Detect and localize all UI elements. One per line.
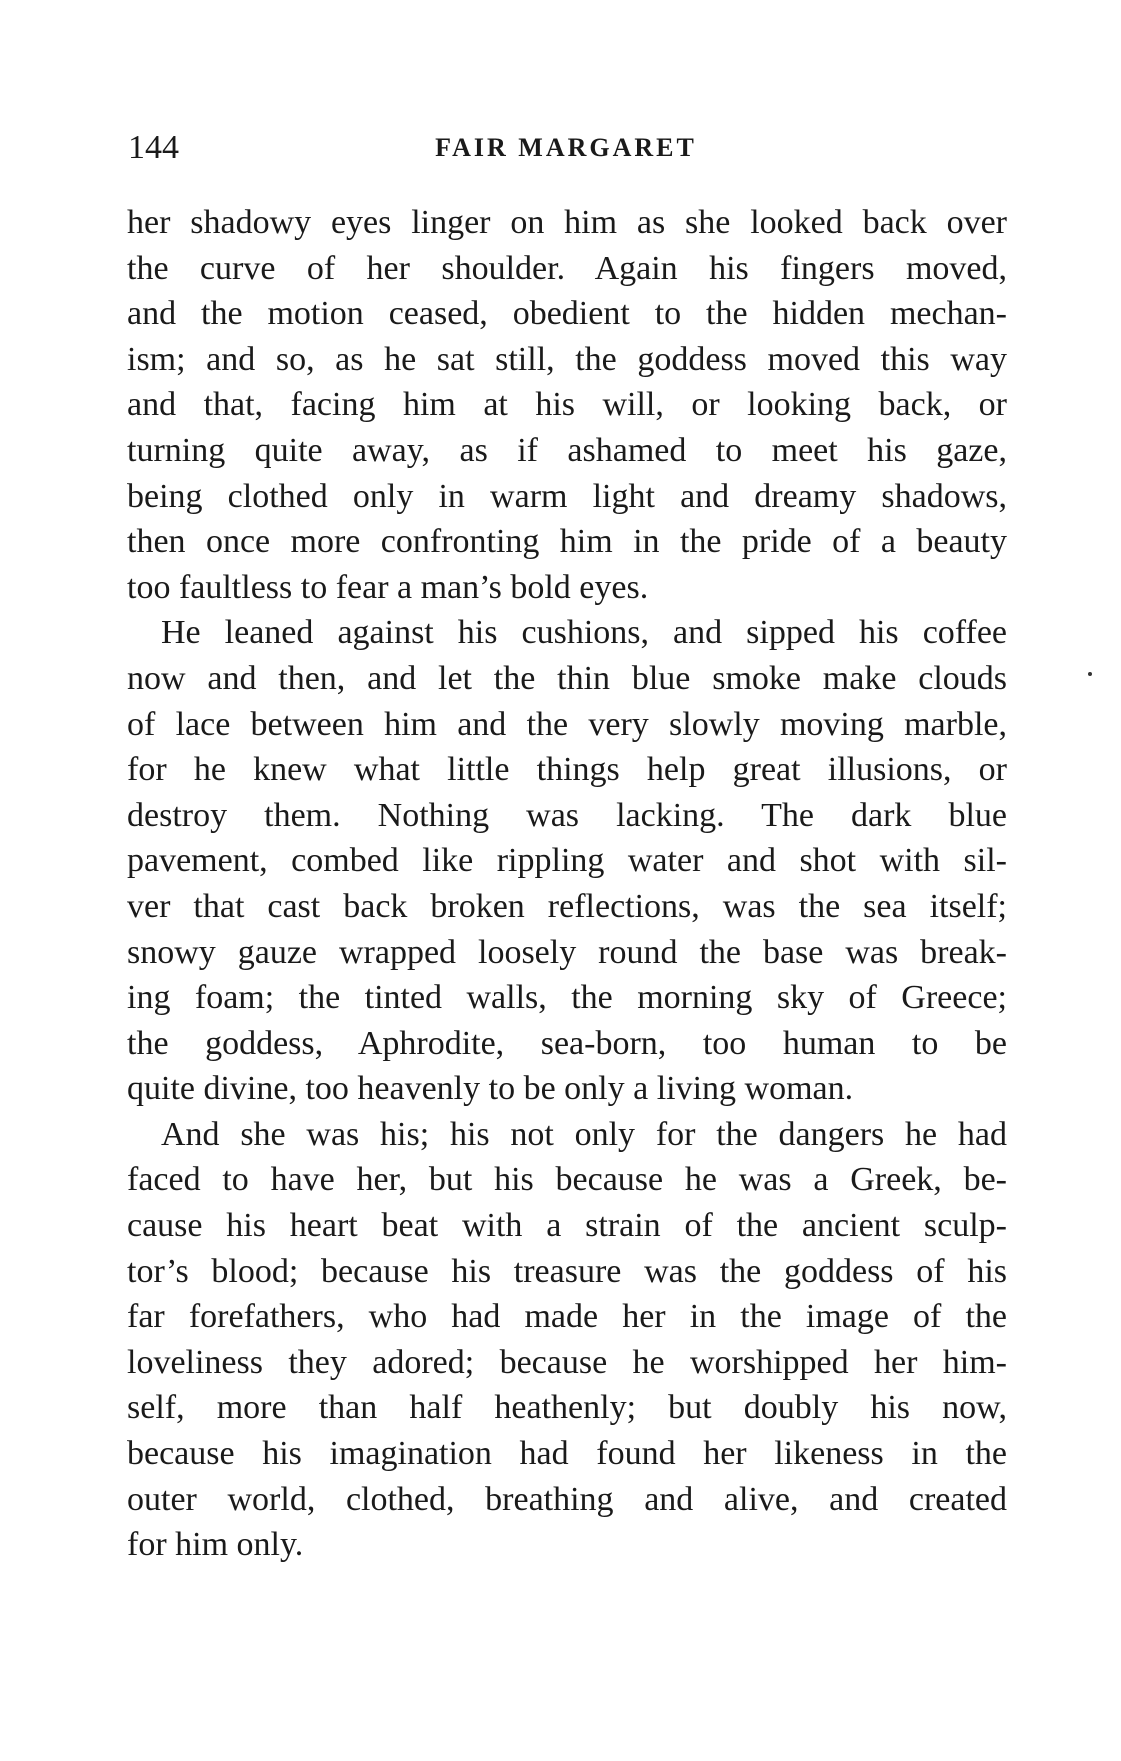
page-header [128, 128, 1004, 168]
text-line: turning quite away, as if ashamed to meet his gaze, [127, 431, 1007, 469]
text-line: because his imagination had found her likeness in the [127, 1435, 1007, 1473]
paragraph [127, 200, 1007, 610]
text-line: far forefathers, who had made her in the image of the [127, 1298, 1007, 1336]
text-line: pavement, combed like rippling water and shot with sil- [127, 842, 1007, 880]
running-head: FAIR MARGARET [435, 133, 697, 162]
text-line: cause his heart beat with a strain of the ancient sculp- [127, 1207, 1007, 1245]
text-line: of lace between him and the very slowly moving marble, [127, 705, 1007, 743]
text-line: for he knew what little things help great illusions, or [127, 751, 1007, 789]
text-line: being clothed only in warm light and dreamy shadows, [127, 477, 1007, 515]
text-line: her shadowy eyes linger on him as she looked back over [127, 204, 1007, 241]
text-line: now and then, and let the thin blue smoke make clouds [127, 659, 1007, 697]
text-line: and the motion ceased, obedient to the hidden mechan- [127, 295, 1007, 333]
text-line: too faultless to fear a man’s bold eyes. [127, 568, 649, 606]
text-line: and that, facing him at his will, or looking back, or [127, 386, 1007, 424]
text-line: for him only. [127, 1526, 304, 1564]
text-line: outer world, clothed, breathing and alive, and created [127, 1480, 1007, 1518]
text-line: self, more than half heathenly; but doubly his now, [127, 1389, 1007, 1427]
text-line: ver that cast back broken reflections, was the sea itself; [127, 887, 1007, 925]
text-line: tor’s blood; because his treasure was the goddess of his [127, 1252, 1007, 1290]
text-line: ing foam; the tinted walls, the morning sky of Greece; [127, 979, 1007, 1017]
paragraph [127, 1112, 1007, 1568]
text-line: then once more confronting him in the pride of a beauty [127, 523, 1007, 561]
text-line: faced to have her, but his because he was a Greek, be- [127, 1161, 1007, 1199]
text-line: destroy them. Nothing was lacking. The dark blue [127, 796, 1007, 834]
text-line: the goddess, Aphrodite, sea-born, too human to be [127, 1024, 1007, 1062]
text-line: loveliness they adored; because he worshipped her him- [127, 1343, 1007, 1381]
text-line: He leaned against his cushions, and sipped his coffee [161, 614, 1007, 652]
text-line: quite divine, too heavenly to be only a living woman. [127, 1070, 854, 1108]
text-line: the curve of her shoulder. Again his fingers moved, [127, 249, 1007, 287]
text-line: And she was his; his not only for the dangers he had [161, 1115, 1007, 1153]
paragraph [127, 610, 1007, 1112]
text-line: ism; and so, as he sat still, the goddess moved this way [127, 340, 1007, 378]
page-number: 144 [128, 129, 179, 166]
text-line: snowy gauze wrapped loosely round the base was break- [127, 933, 1007, 971]
body-text [127, 200, 1007, 1568]
scan-speck [1088, 672, 1092, 676]
